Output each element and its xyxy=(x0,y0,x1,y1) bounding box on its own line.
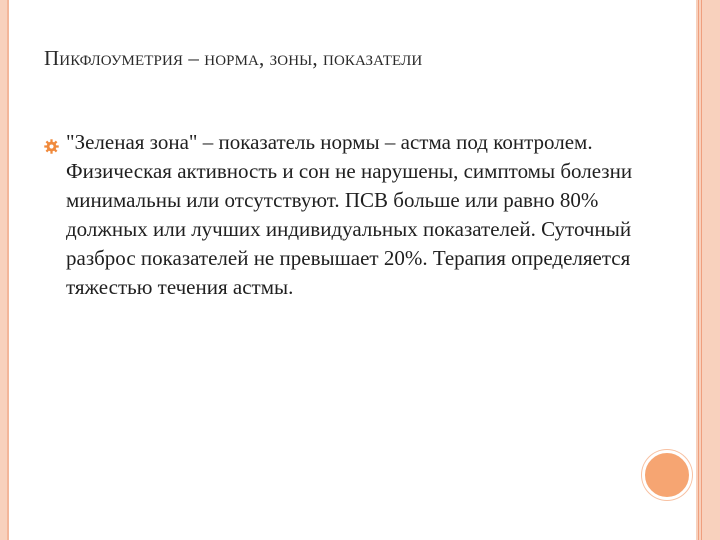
bullet-text: "Зеленая зона" – показатель нормы – астма под контролем. Физическая активность и сон не нарушены, симптомы болезни минимальны или отсутствуют. ПСВ больше или равно 80% должных или лучших индивидуальных показателей. Суточный разброс показателей не превышает 20%. Терапия определяется тяжестью течения астмы. xyxy=(66,130,633,299)
decorative-circle xyxy=(642,450,692,500)
gear-icon xyxy=(44,139,59,154)
border-line xyxy=(701,0,702,540)
left-decorative-border xyxy=(0,0,9,540)
border-line xyxy=(698,0,699,540)
slide-title: Пикфлоуметрия – норма, зоны, показатели xyxy=(44,46,423,70)
right-decorative-border xyxy=(696,0,720,540)
